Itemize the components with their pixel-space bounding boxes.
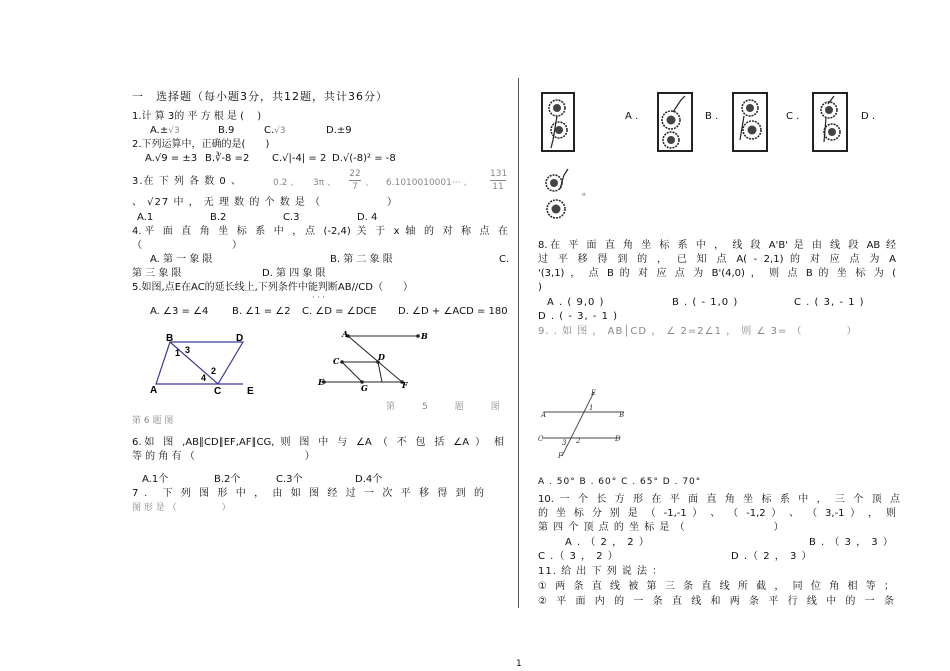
q11-statement-1: ① 两 条 直 线 被 第 三 条 直 线 所 截 ， 同 位 角 相 等 ； <box>538 581 894 592</box>
q2-stem: 2.下列运算中，正确的是( ) <box>132 139 270 150</box>
q5-stem: 5.如图,点E在AC的延长线上,下列条件中能判断AB//CD（ ） <box>132 282 413 293</box>
q9-options: A . 50° B . 60° C . 65° D . 70° <box>538 477 702 487</box>
q4-option-b: B. 第 二 象 限 <box>330 254 393 265</box>
fig9-label-e: E <box>591 389 597 397</box>
q3-option-c: C.3 <box>283 212 300 223</box>
q5-option-b: B. ∠1 = ∠2 <box>232 306 291 317</box>
q7-period: 。 <box>582 187 592 198</box>
q7-stem-line2: 图 形 是 （ ） <box>132 503 231 513</box>
q1-option-b: B.9 <box>218 125 235 136</box>
q8-stem-line1: 8.在 平 面 直 角 坐 标 系 中 ， 线 段 A'B' 是 由 线 段 AB 经 <box>538 240 896 251</box>
q1-option-d: D.±9 <box>326 125 352 136</box>
q3-fraction-131-11: 131 11 <box>490 169 508 192</box>
q7-original-figure <box>541 92 575 152</box>
fig5-label-1: 1 <box>175 348 181 358</box>
q3-number-decimal: 6.1010010001··· 、 <box>386 178 473 188</box>
q6-option-d: D.4个 <box>355 474 383 485</box>
fig5-caption: 第 5 题 图 <box>386 402 500 412</box>
fig9-label-a: A <box>541 411 547 419</box>
q10-option-c: C .（ 3 ， 2 ） <box>538 551 619 562</box>
q4-option-a: A. 第 一 象 限 <box>150 254 213 265</box>
fig6-caption: 第 6 题 图 <box>132 416 174 426</box>
fig5-label-a: A <box>150 385 158 396</box>
q7-option-a-label: A . <box>625 111 639 122</box>
fig9-label-b: B <box>619 411 625 419</box>
q7-option-b-label: B . <box>705 111 719 122</box>
q6-stem-line2: 等 的 角 有 （ ） <box>132 451 315 462</box>
q1-option-c: C.√3 <box>264 125 286 136</box>
q10-option-d: D .（ 2 ， 3 ） <box>731 551 813 562</box>
q8-option-d: D . ( - 3, - 1 ) <box>538 311 619 322</box>
q6-option-c: C.3个 <box>276 474 303 485</box>
q7-option-b-figure[interactable] <box>732 92 768 152</box>
q3-stem-line2: 、 √27 中 ， 无 理 数 的 个 数 是 （ ） <box>132 197 399 208</box>
q3-option-d: D. 4 <box>357 212 378 223</box>
q11-stem: 11. 给 出 下 列 说 法 ： <box>538 566 664 577</box>
q5-option-d: D. ∠D + ∠ACD = 180 <box>398 306 508 317</box>
q4-option-d: D. 第 四 象 限 <box>262 268 326 279</box>
fig5-label-c: C <box>214 386 222 397</box>
fig6-label-a: A <box>342 329 349 339</box>
q7-option-c-figure[interactable] <box>812 92 848 152</box>
q7-option-c-label: C . <box>786 111 800 122</box>
q1-stem: 1.计 算 3的 平 方 根 是 ( ) <box>132 111 262 122</box>
fig9-label-c: C <box>538 435 544 443</box>
fig9-label-f: F <box>558 452 563 460</box>
q11-statement-2: ② 平 面 内 的 一 条 直 线 和 两 条 平 行 线 中 的 一 条 <box>538 596 894 607</box>
column-divider <box>518 78 519 608</box>
fig5-label-4: 4 <box>201 373 207 383</box>
fig6-label-g: G <box>361 383 368 393</box>
fig5-label-3: 3 <box>185 345 191 355</box>
q10-stem-line3: 第 四 个 顶 点 的 坐 标 是 （ ） <box>538 522 785 533</box>
q6-option-a: A.1个 <box>142 474 169 485</box>
q4-option-c-label: C. <box>499 254 510 265</box>
q5-figure <box>148 332 263 396</box>
q2-option-b: B.∛-8 =2 <box>205 153 250 164</box>
fig6-label-b: B <box>421 331 428 341</box>
q4-stem-line2: （ ） <box>132 240 242 251</box>
fig6-label-c: C <box>333 356 340 366</box>
fig9-label-3: 3 <box>562 439 567 447</box>
q7-option-a-figure[interactable] <box>657 92 693 152</box>
q8-option-b: B . ( - 1,0 ) <box>672 297 739 308</box>
q3-number-3pi: 3π 、 <box>313 178 337 188</box>
fig6-label-e: E <box>318 377 325 387</box>
q2-option-c: C.√|-4| = 2 <box>272 153 327 164</box>
q3-option-a: A.1 <box>137 212 154 223</box>
q10-stem-line1: 10. 一 个 长 方 形 在 平 面 直 角 坐 标 系 中 ， 三 个 顶 点 <box>538 494 900 505</box>
q7-stem-line1: 7 . 下 列 图 形 中 ， 由 如 图 经 过 一 次 平 移 得 到 的 <box>132 488 484 499</box>
q7-option-d-label: D . <box>861 111 876 122</box>
q8-stem-line3: '(3,1) ， 点 B 的 对 应 点 为 B'(4,0) ， 则 点 B 的 坐 标 为 ( <box>538 268 896 279</box>
q4-option-c: 第 三 象 限 <box>132 268 182 279</box>
fig9-label-1: 1 <box>589 404 594 412</box>
q2-option-d: D.√(-8)² = -8 <box>332 153 396 164</box>
fig5-label-2: 2 <box>211 366 217 376</box>
q10-stem-line2: 的 坐 标 分 别 是 （ -1,-1 ） 、 （ -1,2 ） 、 （ 3,-1 ） ， 则 <box>538 508 896 519</box>
q8-stem-line2: 过 平 移 得 到 的 ， 已 知 点 A( - 2,1) 的 对 应 点 为 A <box>538 254 896 265</box>
page-number: 1 <box>516 659 522 669</box>
q10-option-a: A . （ 2 ， 2 ） <box>565 537 650 548</box>
q3-number-0-2: 0.2 、 <box>273 178 300 188</box>
q5-option-c: C. ∠D = ∠DCE <box>302 306 377 317</box>
q2-option-a: A.√9 = ±3 <box>145 153 198 164</box>
q1-option-a: A.±√3 <box>150 125 180 136</box>
q3-stem-prefix: 3.在 下 列 各 数 0 、 <box>132 176 242 187</box>
fig5-label-b: B <box>166 333 174 344</box>
q10-option-b: B . （ 3 ， 3 ） <box>809 537 894 548</box>
q8-option-a: A . ( 9,0 ) <box>547 297 605 308</box>
q6-figure <box>318 330 428 392</box>
fig9-label-d: D <box>615 435 621 443</box>
q6-option-b: B.2个 <box>214 474 241 485</box>
q9-stem: 9. . 如 图 ， AB│CD ， ∠ 2=2∠1 ， 则 ∠ 3= （ ） <box>538 326 858 337</box>
fig9-label-2: 2 <box>576 437 581 445</box>
q9-figure <box>538 388 630 458</box>
fig6-label-d: D <box>378 352 385 362</box>
fig5-label-e: E <box>247 386 254 397</box>
fig6-label-f: F <box>402 380 408 390</box>
q3-option-b: B.2 <box>210 212 227 223</box>
q8-stem-line4: ) <box>538 282 542 293</box>
q8-option-c: C . ( 3, - 1 ) <box>794 297 865 308</box>
q7-option-d-figure[interactable] <box>540 165 572 227</box>
q5-option-a: A. ∠3 = ∠4 <box>150 306 209 317</box>
q4-stem-line1: 4.平 面 直 角 坐 标 系 中 ，点 (-2,4) 关 于 x 轴 的 对 称 点 在 <box>132 226 508 237</box>
fig5-label-d: D <box>236 333 244 344</box>
q3-fraction-22-7: 22 7 <box>349 169 361 192</box>
section-title: 一 选择题（每小题3分，共12题，共计36分） <box>132 90 388 103</box>
q6-stem-line1: 6.如 图 ,AB∥CD∥EF,AF∥CG, 则 图 中 与 ∠A （ 不 包 括 ∠A ） 相 <box>132 437 504 448</box>
